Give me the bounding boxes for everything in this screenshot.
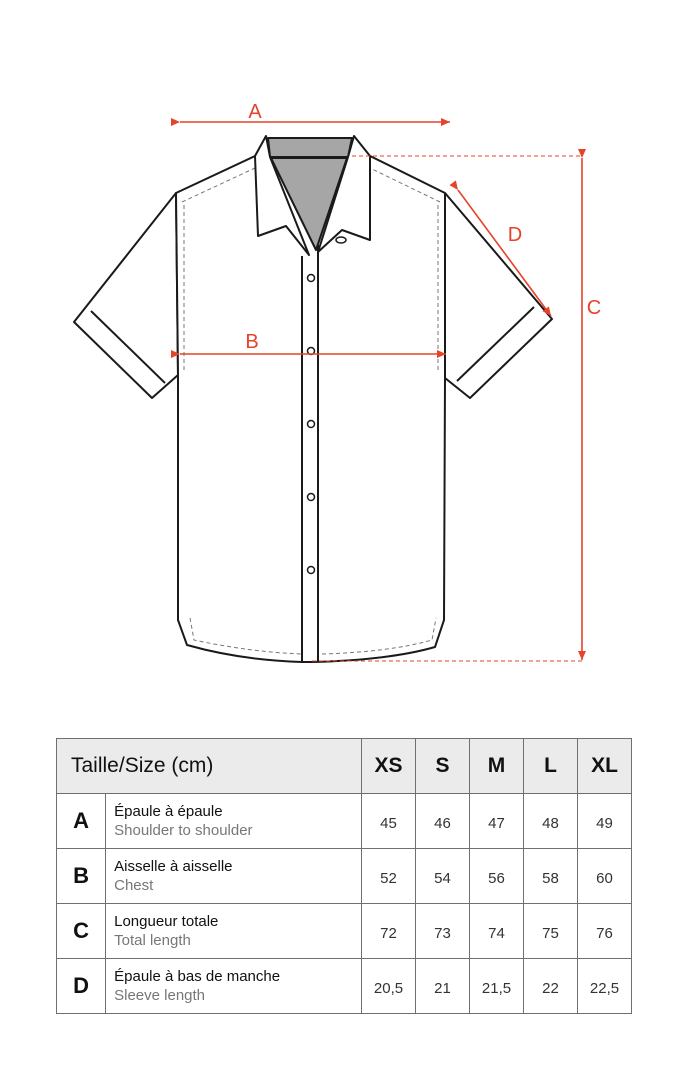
row-description xyxy=(106,904,362,959)
value-cell: 20,5 xyxy=(362,959,416,1014)
row-description xyxy=(106,794,362,849)
description-fr: Épaule à épaule xyxy=(114,803,223,820)
row-letter: A xyxy=(57,794,106,849)
table-row xyxy=(57,794,632,849)
value-cell: 56 xyxy=(470,849,524,904)
table-header-row xyxy=(57,739,632,794)
button xyxy=(308,275,315,282)
table-row xyxy=(57,959,632,1014)
description-fr: Longueur totale xyxy=(114,913,219,930)
description-en: Sleeve length xyxy=(114,987,206,1004)
value-cell: 54 xyxy=(416,849,470,904)
size-header: XS xyxy=(362,739,416,794)
left-sleeve xyxy=(74,193,178,398)
value-cell: 48 xyxy=(524,794,578,849)
row-description xyxy=(106,849,362,904)
row-letter: B xyxy=(57,849,106,904)
value-cell: 21 xyxy=(416,959,470,1014)
description-en: Shoulder to shoulder xyxy=(114,822,253,839)
label-a: A xyxy=(248,101,262,123)
collar-buttonhole xyxy=(336,237,346,243)
value-cell: 22 xyxy=(524,959,578,1014)
collar-back xyxy=(268,138,352,157)
description-fr: Épaule à bas de manche xyxy=(114,968,281,985)
description-en: Chest xyxy=(114,877,154,894)
value-cell: 73 xyxy=(416,904,470,959)
label-d: D xyxy=(507,224,523,246)
value-cell: 47 xyxy=(470,794,524,849)
value-cell: 75 xyxy=(524,904,578,959)
table-row xyxy=(57,904,632,959)
value-cell: 45 xyxy=(362,794,416,849)
button xyxy=(308,421,315,428)
size-header: S xyxy=(416,739,470,794)
row-letter: D xyxy=(57,959,106,1014)
description-en: Total length xyxy=(114,932,191,949)
label-b: B xyxy=(245,331,259,353)
table-row xyxy=(57,849,632,904)
shirt-illustration xyxy=(74,136,552,662)
value-cell: 72 xyxy=(362,904,416,959)
value-cell: 74 xyxy=(470,904,524,959)
row-letter: C xyxy=(57,904,106,959)
size-header: M xyxy=(470,739,524,794)
size-header: L xyxy=(524,739,578,794)
size-table xyxy=(56,738,632,1014)
value-cell: 21,5 xyxy=(470,959,524,1014)
value-cell: 60 xyxy=(578,849,632,904)
value-cell: 58 xyxy=(524,849,578,904)
value-cell: 46 xyxy=(416,794,470,849)
description-fr: Aisselle à aisselle xyxy=(114,858,233,875)
value-cell: 49 xyxy=(578,794,632,849)
table-title: Taille/Size (cm) xyxy=(57,739,362,794)
row-description xyxy=(106,959,362,1014)
button xyxy=(308,567,315,574)
value-cell: 22,5 xyxy=(578,959,632,1014)
value-cell: 76 xyxy=(578,904,632,959)
value-cell: 52 xyxy=(362,849,416,904)
button xyxy=(308,494,315,501)
label-c: C xyxy=(586,297,602,319)
size-header: XL xyxy=(578,739,632,794)
